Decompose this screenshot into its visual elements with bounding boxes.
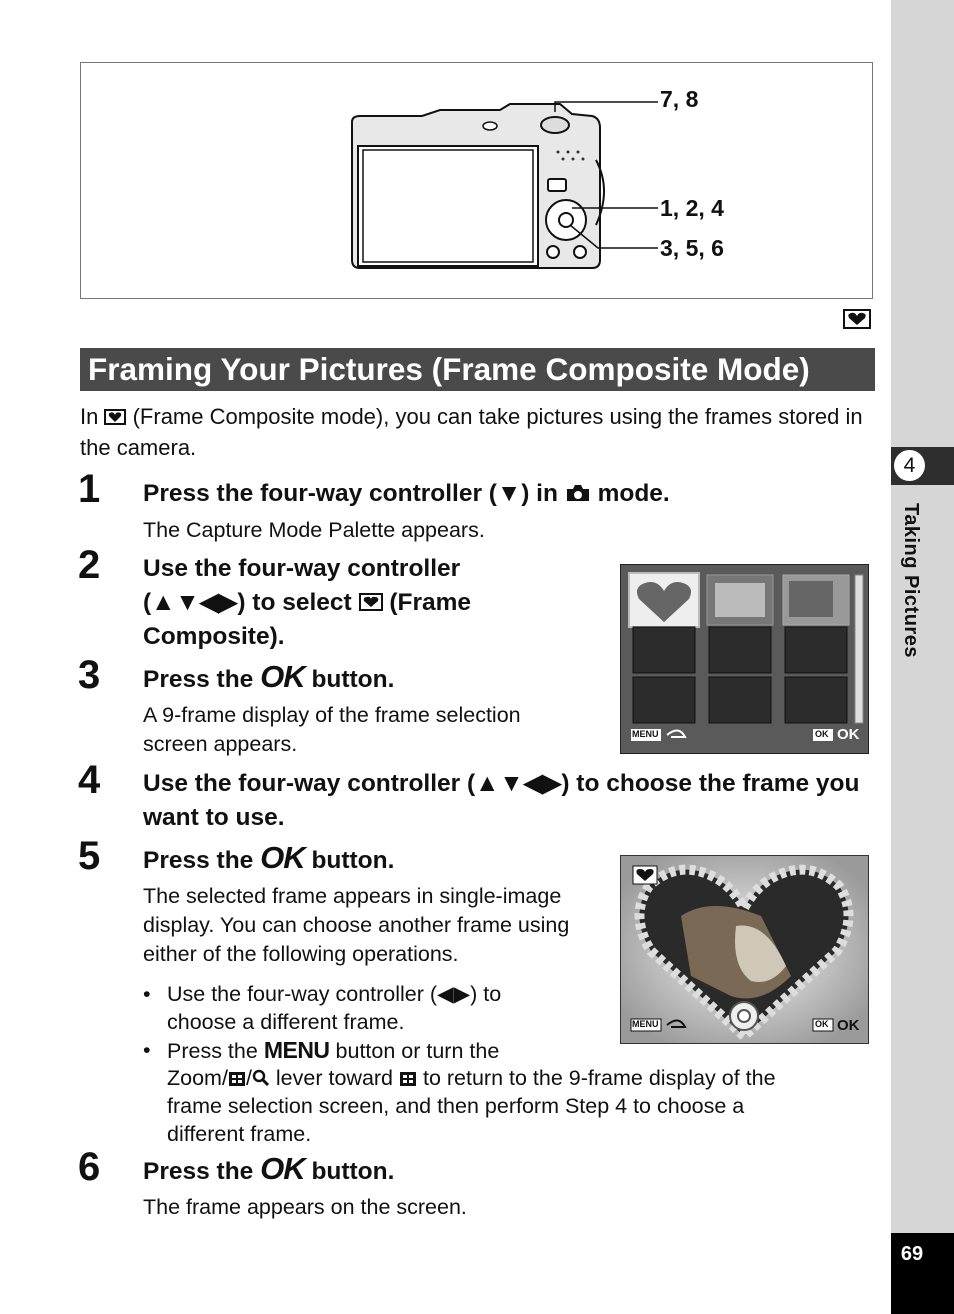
- frame-composite-icon: [359, 593, 383, 611]
- magnifier-icon: [252, 1069, 270, 1087]
- menu-label: MENU: [632, 1019, 659, 1029]
- step-number: 3: [78, 653, 101, 697]
- ok-button-glyph: OK: [260, 1151, 305, 1186]
- bullet-dot: •: [143, 982, 151, 1006]
- menu-label: MENU: [632, 729, 659, 739]
- bullet-2-line-4: different frame.: [167, 1122, 312, 1146]
- bullet-2-line-3: frame selection screen, and then perform Step 4 to choose a: [167, 1094, 745, 1118]
- menu-button-glyph: MENU: [263, 1037, 330, 1063]
- section-heading: Framing Your Pictures (Frame Composite Mode): [88, 351, 810, 387]
- step-4-title: Use the four-way controller (▲▼◀▶) to choose the frame you want to use.: [143, 770, 860, 831]
- callout-ok-button: 3, 5, 6: [660, 235, 724, 261]
- step-3-title: Press the OK button.: [143, 659, 395, 694]
- page-number: 69: [900, 1243, 924, 1265]
- ok-label-small: OK: [815, 729, 829, 739]
- ok-button-glyph: OK: [260, 659, 305, 694]
- step-number: 5: [78, 834, 101, 878]
- step-number: 4: [78, 758, 101, 802]
- thumbnail-icon: [399, 1071, 417, 1087]
- bullet-1: Use the four-way controller (◀▶) to choose a different frame.: [167, 982, 502, 1034]
- step-number: 2: [78, 543, 101, 587]
- step-1-title: Press the four-way controller (▼) in mode.: [143, 480, 670, 507]
- ok-button-glyph: OK: [260, 840, 305, 875]
- camera-back-illustration: [340, 100, 670, 280]
- step-5-description: The selected frame appears in single-image display. You can choose another frame using either of the following operations.: [143, 884, 570, 966]
- frame-composite-mode-icon: [843, 309, 871, 329]
- step-5-title: Press the OK button.: [143, 840, 395, 875]
- step-number: 6: [78, 1145, 101, 1189]
- bullet-dot: •: [143, 1038, 151, 1062]
- thumbnail-icon: [228, 1071, 246, 1087]
- intro-paragraph: In (Frame Composite mode), you can take pictures using the frames stored in the camera.: [80, 404, 863, 460]
- step-number: 1: [78, 467, 101, 511]
- step-2-line-1: Use the four-way controller: [143, 555, 461, 582]
- step-6-description: The frame appears on the screen.: [143, 1195, 467, 1219]
- callout-shutter: 7, 8: [660, 86, 699, 112]
- step-1-description: The Capture Mode Palette appears.: [143, 518, 485, 542]
- bullet-2-line-2: Zoom/ / lever toward to return to the 9-frame display of the: [167, 1066, 776, 1090]
- ok-label: OK: [837, 1017, 860, 1034]
- frame-selection-screen: [620, 564, 869, 754]
- camera-icon: [565, 483, 591, 503]
- chapter-number: 4: [894, 450, 925, 481]
- chapter-title: Taking Pictures: [900, 503, 922, 658]
- step-6-title: Press the OK button.: [143, 1151, 395, 1186]
- step-2-line-2: (▲▼◀▶) to select (Frame: [143, 589, 472, 616]
- ok-label-small: OK: [815, 1019, 829, 1029]
- step-2-line-3: Composite).: [143, 623, 285, 650]
- frame-composite-icon: [104, 409, 126, 425]
- frame-preview-screen: [620, 855, 869, 1044]
- step-3-description: A 9-frame display of the frame selection screen appears.: [143, 703, 521, 756]
- callout-controller: 1, 2, 4: [660, 195, 724, 221]
- bullet-2-line-1: Press the MENU button or turn the: [167, 1037, 500, 1063]
- ok-label: OK: [837, 726, 860, 743]
